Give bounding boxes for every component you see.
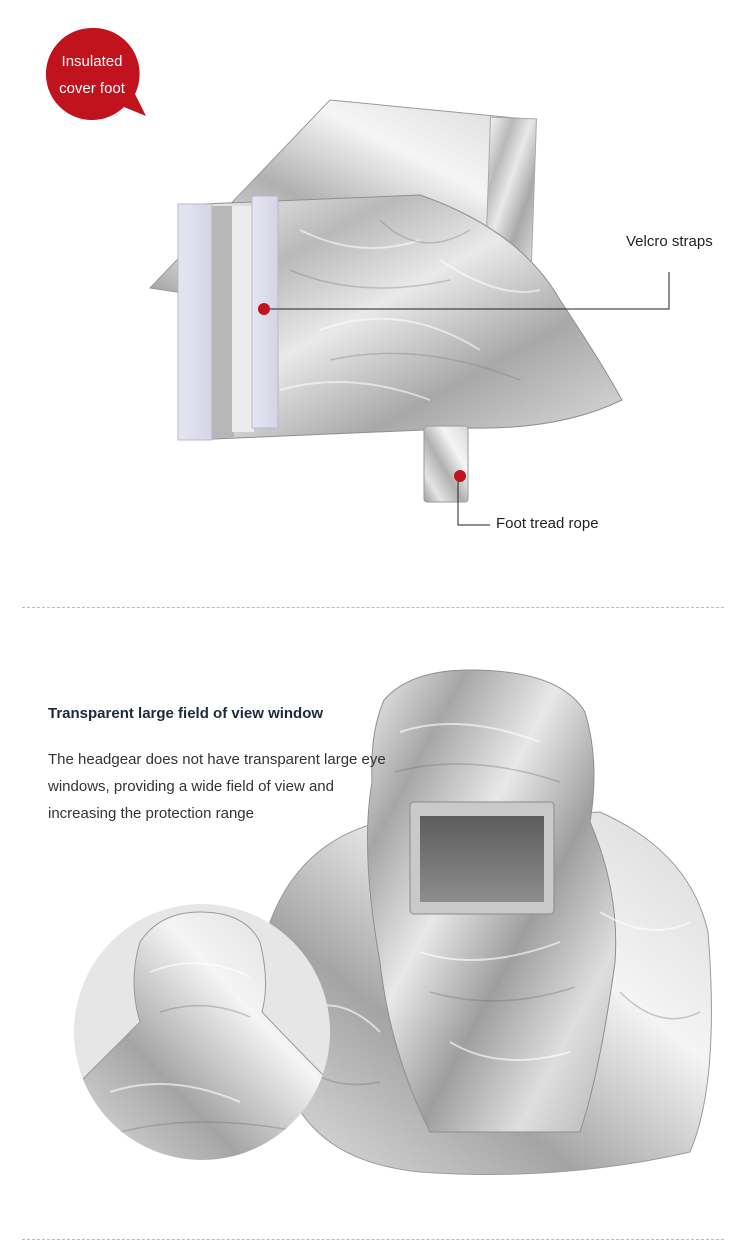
velcro-straps-label: Velcro straps — [626, 233, 713, 250]
insulated-cover-foot-badge — [46, 28, 138, 120]
section-divider-bottom — [22, 1239, 724, 1240]
velcro-marker — [258, 303, 270, 315]
hood-section — [0, 612, 750, 1246]
hood-feature-title: Transparent large field of view window — [48, 705, 324, 722]
foot-cover-section — [0, 0, 750, 600]
badge-line-1: Insulated — [61, 53, 123, 70]
badge-line-2: cover foot — [59, 80, 125, 97]
foot-rope-marker — [454, 470, 466, 482]
hood-feature-description: The headgear does not have transparent large eye windows, providing a wide field of view and increasing the protection range — [48, 751, 386, 822]
foot-tread-rope-label: Foot tread rope — [496, 515, 599, 532]
section-divider — [22, 607, 724, 608]
